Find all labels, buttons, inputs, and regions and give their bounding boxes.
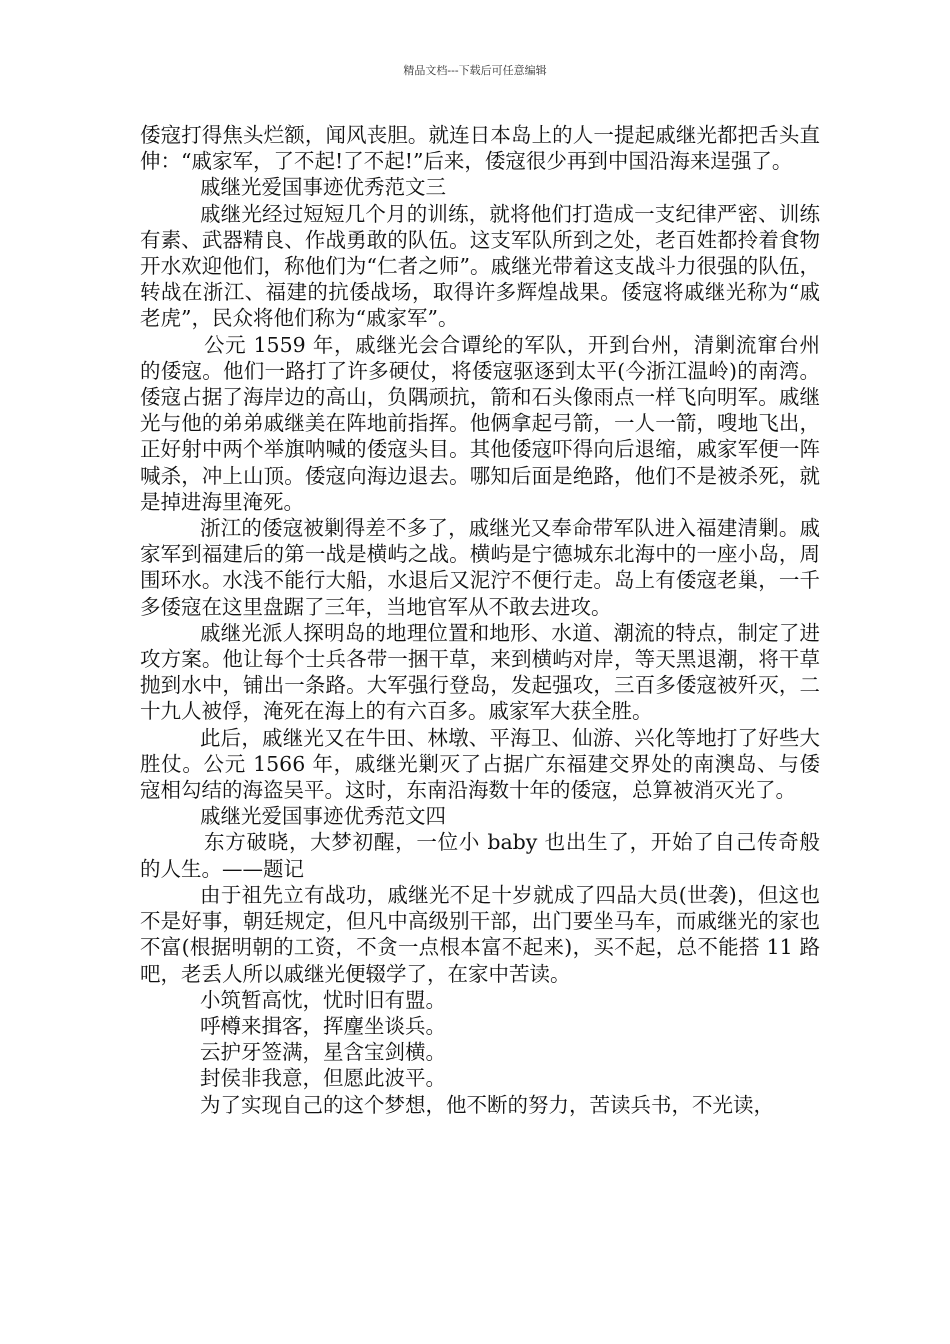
poem-line: 封侯非我意，但愿此波平。 bbox=[200, 1066, 446, 1091]
section-heading: 戚继光爱国事迹优秀范文三 bbox=[200, 175, 446, 200]
poem-line: 小筑暂高忱，忧时旧有盟。 bbox=[200, 987, 446, 1012]
paragraph: 为了实现自己的这个梦想，他不断的努力，苦读兵书，不光读， bbox=[200, 1092, 774, 1117]
paragraph: 公元 1559 年，戚继光会合谭纶的军队，开到台州，清剿流窜台州的倭寇。他们一路打了许多硬仗，将倭寇驱逐到太平(今浙江温岭)的南湾。倭寇占据了海岸边的高山，负隅顽抗，箭和石头像雨点一样飞向明军。戚继光与他的弟弟戚继美在阵地前指挥。他俩拿起弓箭，一人一箭，嗖地飞出，正好射中两个举旗呐喊的倭寇头目。其他倭寇吓得向后退缩，戚家军便一阵喊杀，冲上山顶。倭寇向海边退去。哪知后面是绝路，他们不是被杀死，就是掉进海里淹死。 bbox=[140, 332, 820, 514]
paragraph: 戚继光经过短短几个月的训练，就将他们打造成一支纪律严密、训练有素、武器精良、作战勇敢的队伍。这支军队所到之处，老百姓都拎着食物开水欢迎他们，称他们为“仁者之师”。戚继光带着这支战斗力很强的队伍，转战在浙江、福建的抗倭战场，取得许多辉煌战果。倭寇将戚继光称为“戚老虎”，民众将他们称为“戚家军”。 bbox=[140, 201, 820, 331]
paragraph: 由于祖先立有战功，戚继光不足十岁就成了四品大员(世袭)，但这也不是好事，朝廷规定，但凡中高级别干部，出门要坐马车，而戚继光的家也不富(根据明朝的工资，不贪一点根本富不起来)，买不起，总不能搭 11 路吧，老丢人所以戚继光便辍学了，在家中苦读。 bbox=[140, 882, 820, 986]
paragraph: 东方破晓，大梦初醒，一位小 baby 也出生了，开始了自己传奇般的人生。——题记 bbox=[140, 830, 820, 881]
document-body bbox=[140, 122, 820, 1118]
paragraph: 浙江的倭寇被剿得差不多了，戚继光又奉命带军队进入福建清剿。戚家军到福建后的第一战是横屿之战。横屿是宁德城东北海中的一座小岛，周围环水。水浅不能行大船，水退后又泥泞不便行走。岛上有倭寇老巢，一千多倭寇在这里盘踞了三年，当地官军从不敢去进攻。 bbox=[140, 516, 820, 619]
page-header: 精品文档---下载后可任意编辑 bbox=[403, 64, 547, 77]
paragraph: 此后，戚继光又在牛田、林墩、平海卫、仙游、兴化等地打了好些大胜仗。公元 1566 年，戚继光剿灭了占据广东福建交界处的南澳岛、与倭寇相勾结的海盗吴平。这时，东南沿海数十年的倭寇，总算被消灭光了。 bbox=[140, 725, 820, 803]
poem-line: 呼樽来揖客，挥麈坐谈兵。 bbox=[200, 1013, 446, 1038]
paragraph: 倭寇打得焦头烂额，闻风丧胆。就连日本岛上的人一提起戚继光都把舌头直伸：“戚家军，了不起!了不起!”后来，倭寇很少再到中国沿海来逞强了。 bbox=[140, 123, 820, 174]
paragraph: 戚继光派人探明岛的地理位置和地形、水道、潮流的特点，制定了进攻方案。他让每个士兵各带一捆干草，来到横屿对岸，等天黑退潮，将干草抛到水中，铺出一条路。大军强行登岛，发起强攻，三百多倭寇被歼灭，二十九人被俘，淹死在海上的有六百多。戚家军大获全胜。 bbox=[140, 620, 820, 724]
section-heading: 戚继光爱国事迹优秀范文四 bbox=[200, 804, 446, 829]
poem-line: 云护牙签满，星含宝剑横。 bbox=[200, 1040, 446, 1065]
